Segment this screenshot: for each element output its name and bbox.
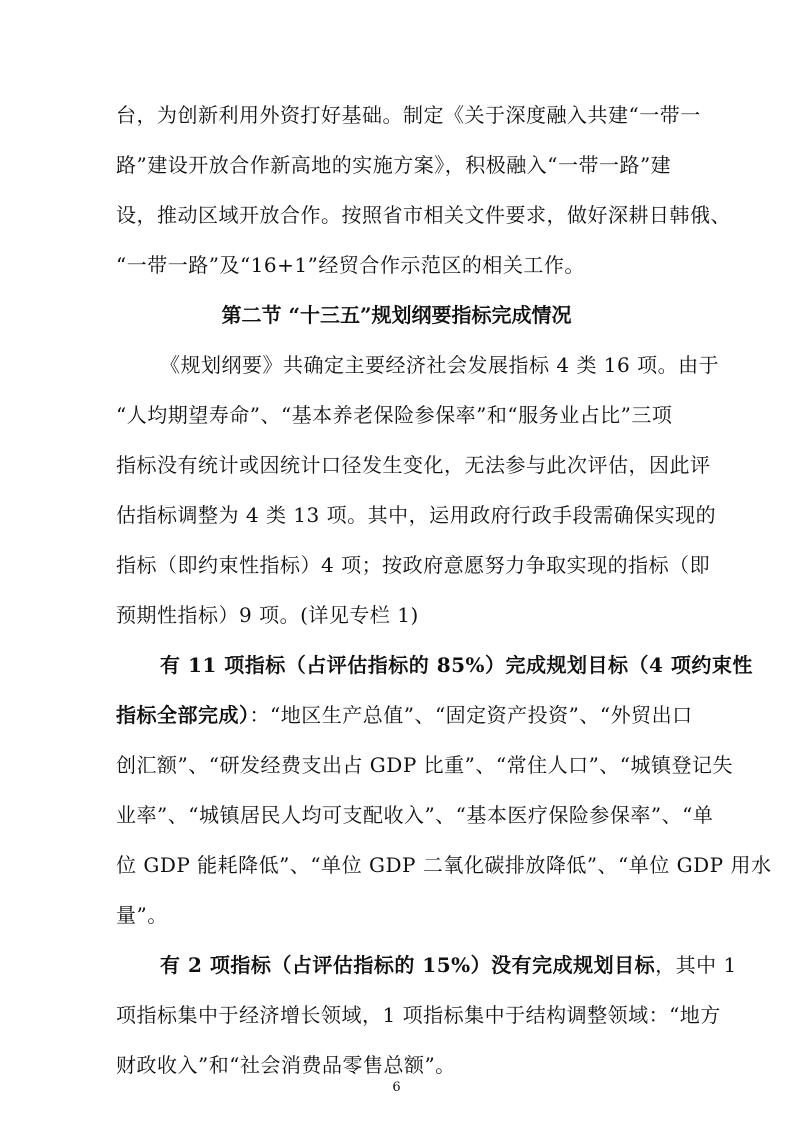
- paragraph-3-line-2: [116, 703, 693, 727]
- paragraph-2-line-4: 估指标调整为 4 类 13 项。其中，运用政府行政手段需确保实现的: [116, 503, 717, 527]
- paragraph-3-line-6: 量”。: [116, 903, 168, 927]
- section-heading: 第二节 “十三五”规划纲要指标完成情况: [221, 303, 572, 327]
- page-number: 6: [392, 1080, 401, 1095]
- paragraph-3-line-5: 位 GDP 能耗降低”、“单位 GDP 二氧化碳排放降低”、“单位 GDP 用水: [116, 853, 772, 877]
- paragraph-1-line-2: 路”建设开放合作新高地的实施方案》，积极融入“一带一路”建: [116, 153, 672, 177]
- paragraph-4-line-1: [160, 953, 737, 977]
- paragraph-3-line-4: 业率”、“城镇居民人均可支配收入”、“基本医疗保险参保率”、“单: [116, 803, 714, 827]
- paragraph-3-line-2-bold: 指标全部完成）: [116, 703, 250, 727]
- paragraph-4-line-1-bold: 有 2 项指标（占评估指标的 15%）没有完成规划目标: [160, 953, 656, 977]
- paragraph-4-line-3: 财政收入”和“社会消费品零售总额”。: [116, 1053, 456, 1077]
- paragraph-2-line-2: “人均期望寿命”、“基本养老保险参保率”和“服务业占比”三项: [116, 403, 673, 427]
- paragraph-1-line-4: “一带一路”及“16+1”经贸合作示范区的相关工作。: [116, 253, 585, 277]
- paragraph-2-line-5: 指标（即约束性指标）4 项；按政府意愿努力争取实现的指标（即: [116, 553, 711, 577]
- paragraph-2-line-6: 预期性指标）9 项。(详见专栏 1): [116, 603, 419, 627]
- paragraph-3-line-1: 有 11 项指标（占评估指标的 85%）完成规划目标（4 项约束性: [160, 653, 753, 677]
- paragraph-3-line-2-rest: ：“地区生产总值”、“固定资产投资”、“外贸出口: [249, 703, 693, 727]
- paragraph-4-line-2: 项指标集中于经济增长领域，1 项指标集中于结构调整领域：“地方: [116, 1003, 721, 1027]
- paragraph-1-line-1: 台，为创新利用外资打好基础。制定《关于深度融入共建“一带一: [116, 103, 701, 127]
- paragraph-2-line-3: 指标没有统计或因统计口径发生变化，无法参与此次评估，因此评: [116, 453, 711, 477]
- paragraph-3-line-3: 创汇额”、“研发经费支出占 GDP 比重”、“常住人口”、“城镇登记失: [116, 753, 734, 777]
- paragraph-2-line-1: 《规划纲要》共确定主要经济社会发展指标 4 类 16 项。由于: [160, 353, 720, 377]
- paragraph-1-line-3: 设，推动区域开放合作。按照省市相关文件要求，做好深耕日韩俄、: [116, 203, 731, 227]
- paragraph-4-line-1-rest: ，其中 1: [655, 953, 737, 977]
